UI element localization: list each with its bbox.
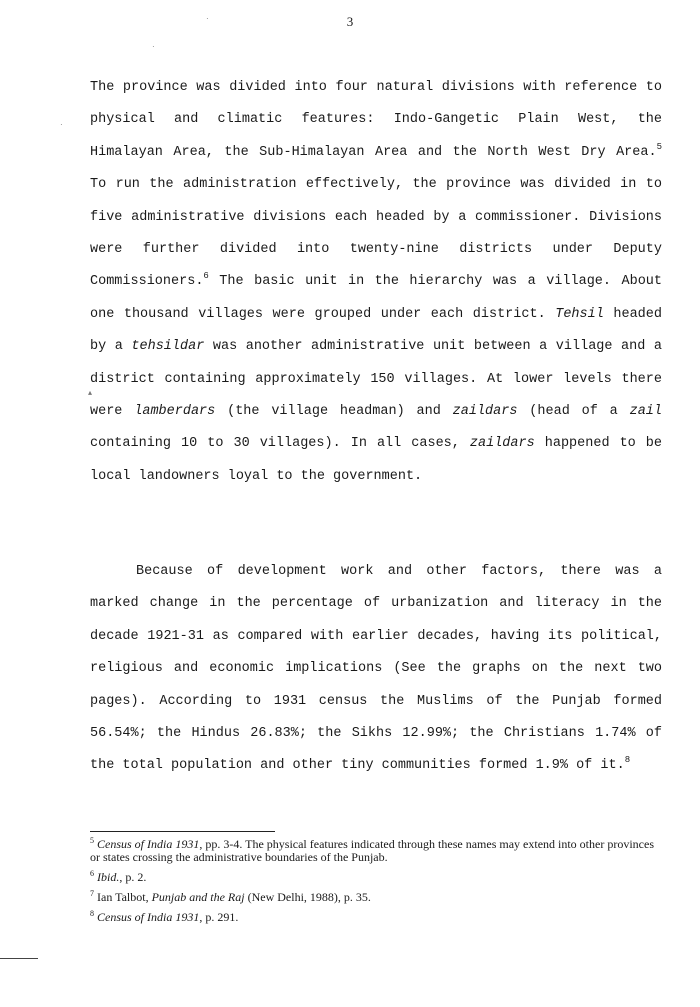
italic-term: Tehsil: [555, 306, 604, 322]
italic-term: zail: [629, 404, 663, 420]
text-run: , pp. 3-4. The physical features indicated through these names may extend into other provinces or states crossing the administrative boundaries of the Punjab.: [90, 837, 654, 864]
footnote-5: [90, 838, 665, 864]
footnote-number: 5: [90, 836, 94, 845]
text-run: , p. 291.: [199, 910, 239, 924]
text-run: containing 10 to 30 villages). In all cases,: [90, 436, 470, 452]
footnote-number: 7: [90, 889, 94, 898]
text-run: To run the administration effectively, the province was divided in to five administrative divisions each headed by a commissioner. Divisions were further divided into twenty-nine districts under Deputy Commissioners.: [90, 177, 662, 290]
text-run: (head of a: [517, 404, 630, 420]
text-run: Because of development work and other factors, there was a marked change in the percentage of urbanization and literacy in the decade 1921-31 as compared with earlier decades, having its political, religious and economic implications (See the graphs on the next two pages). According to 1931 census the Muslims of the Punjab formed 56.54%; the Hindus 26.83%; the Sikhs 12.99%; the Christians 1.74% of the total population and other tiny communities formed 1.9% of it.: [90, 564, 662, 774]
footnote-separator: [90, 831, 275, 832]
footnote-reference: 6: [203, 271, 209, 282]
footnote-reference: 5: [656, 141, 662, 152]
text-run: headed by a: [90, 306, 662, 355]
italic-term: zaildars: [452, 404, 518, 420]
footnote-reference: 8: [624, 755, 631, 766]
text-run: Ian Talbot,: [97, 890, 152, 904]
scan-speck: ·: [206, 14, 209, 23]
footnote-number: 8: [90, 909, 94, 918]
footnote-number: 6: [90, 869, 94, 878]
italic-term: Census of India 1931: [97, 910, 200, 924]
footnote-6: [90, 871, 665, 884]
scan-speck: ·: [60, 120, 63, 129]
italic-term: tehsildar: [131, 339, 205, 355]
text-run: The basic unit in the hierarchy was a village. About one thousand villages were grouped under each district.: [90, 274, 662, 322]
text-run: was another administrative unit between a village and a district containing approximately 150 villages. At lower levels there were: [90, 339, 662, 420]
text-run: The province was divided into four natural divisions with reference to physical and climatic features: Indo-Gangetic Plain West, the Himalayan Area, the Sub-Himalayan Area and the North West Dry Area.: [90, 80, 662, 160]
italic-term: Punjab and the Raj: [151, 890, 245, 904]
italic-term: Ibid.: [97, 870, 120, 884]
text-run: happened to be local landowners loyal to the government.: [90, 436, 662, 484]
page-number: 3: [346, 14, 354, 29]
text-run: (the village headman) and: [215, 404, 453, 420]
scan-speck: ▴: [88, 388, 93, 397]
scan-edge-line: [0, 958, 38, 959]
italic-term: zaildars: [469, 436, 535, 452]
footnote-7: [90, 891, 665, 904]
text-run: (New Delhi, 1988), p. 35.: [244, 890, 371, 904]
italic-term: Census of India 1931: [97, 837, 200, 851]
scan-speck: ·: [152, 42, 155, 51]
footnotes: [90, 838, 665, 931]
body-paragraph: [90, 72, 662, 493]
body-paragraph: [90, 556, 662, 783]
footnote-8: [90, 911, 665, 924]
text-run: , p. 2.: [119, 870, 147, 884]
italic-term: lamberdars: [134, 404, 216, 420]
